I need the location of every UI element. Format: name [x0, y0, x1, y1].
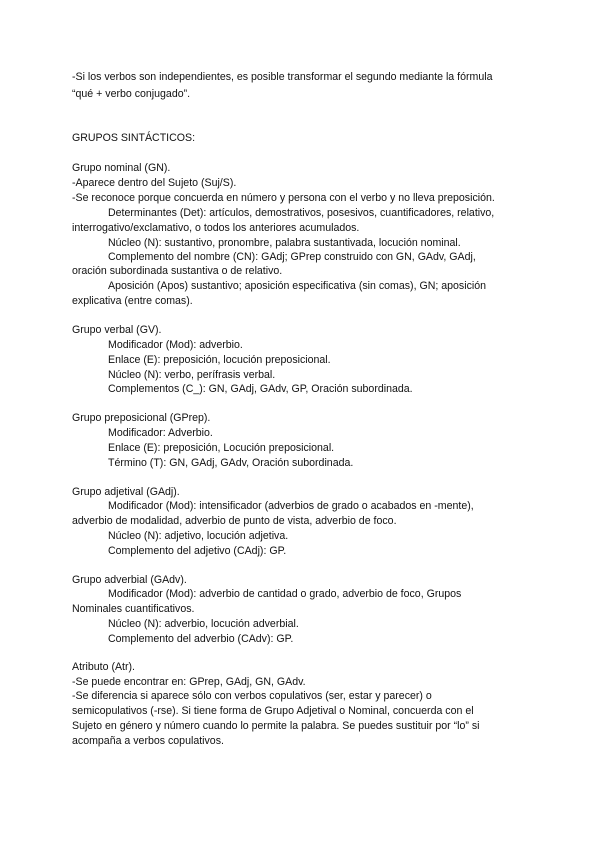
- gadv-line: Modificador (Mod): adverbio de cantidad o grado, adverbio de foco, Grupos: [108, 588, 462, 600]
- gprep-line: Término (T): GN, GAdj, GAdv, Oración subordinada.: [108, 457, 354, 469]
- gn-heading: Grupo nominal (GN).: [72, 162, 171, 174]
- gn-line: -Aparece dentro del Sujeto (Suj/S).: [72, 177, 237, 189]
- gadj-line: Modificador (Mod): intensificador (adverbios de grado o acabados en -mente),: [108, 500, 474, 512]
- gn-line: interrogativo/exclamativo, o todos los anteriores acumulados.: [72, 222, 360, 234]
- atr-heading: Atributo (Atr).: [72, 661, 135, 673]
- atr-line: semicopulativos (-rse). Si tiene forma de Grupo Adjetival o Nominal, concuerda con el: [72, 705, 474, 717]
- gprep-line: Enlace (E): preposición, Locución preposicional.: [108, 442, 335, 454]
- gadj-line: Complemento del adjetivo (CAdj): GP.: [108, 545, 287, 557]
- intro-line-1: -Si los verbos son independientes, es posible transformar el segundo mediante la fórmula: [72, 71, 493, 83]
- atr-line: -Se puede encontrar en: GPrep, GAdj, GN, GAdv.: [72, 676, 306, 688]
- gn-line: explicativa (entre comas).: [72, 295, 193, 307]
- gadv-line: Nominales cuantificativos.: [72, 603, 195, 615]
- gn-line: Aposición (Apos) sustantivo; aposición especificativa (sin comas), GN; aposición: [108, 280, 487, 292]
- gadj-line: Núcleo (N): adjetivo, locución adjetiva.: [108, 530, 289, 542]
- gv-line: Complementos (C_): GN, GAdj, GAdv, GP, Oración subordinada.: [108, 383, 413, 395]
- gadv-line: Núcleo (N): adverbio, locución adverbial.: [108, 618, 299, 630]
- gn-line: Determinantes (Det): artículos, demostrativos, posesivos, cuantificadores, relativo,: [108, 207, 495, 219]
- gn-line: Núcleo (N): sustantivo, pronombre, palabra sustantivada, locución nominal.: [108, 237, 461, 249]
- gn-line: -Se reconoce porque concuerda en número y persona con el verbo y no lleva preposición.: [72, 192, 495, 204]
- gadv-heading: Grupo adverbial (GAdv).: [72, 574, 187, 586]
- section-title: GRUPOS SINTÁCTICOS:: [72, 132, 196, 144]
- atr-line: acompaña a verbos copulativos.: [72, 735, 224, 747]
- gv-line: Núcleo (N): verbo, perífrasis verbal.: [108, 369, 276, 381]
- gn-line: Complemento del nombre (CN): GAdj; GPrep construido con GN, GAdv, GAdj,: [108, 251, 476, 263]
- gprep-line: Modificador: Adverbio.: [108, 427, 213, 439]
- gv-heading: Grupo verbal (GV).: [72, 324, 162, 336]
- gprep-heading: Grupo preposicional (GPrep).: [72, 412, 211, 424]
- intro-line-2: “qué + verbo conjugado”.: [72, 88, 191, 100]
- gadj-heading: Grupo adjetival (GAdj).: [72, 486, 180, 498]
- gadj-line: adverbio de modalidad, adverbio de punto de vista, adverbio de foco.: [72, 515, 397, 527]
- gn-line: oración subordinada sustantiva o de relativo.: [72, 265, 283, 277]
- gv-line: Modificador (Mod): adverbio.: [108, 339, 243, 351]
- gadv-line: Complemento del adverbio (CAdv): GP.: [108, 633, 294, 645]
- atr-line: -Se diferencia si aparece sólo con verbos copulativos (ser, estar y parecer) o: [72, 690, 432, 702]
- gv-line: Enlace (E): preposición, locución preposicional.: [108, 354, 331, 366]
- atr-line: Sujeto en género y número cuando lo permite la palabra. Se puedes sustituir por “lo” si: [72, 720, 480, 732]
